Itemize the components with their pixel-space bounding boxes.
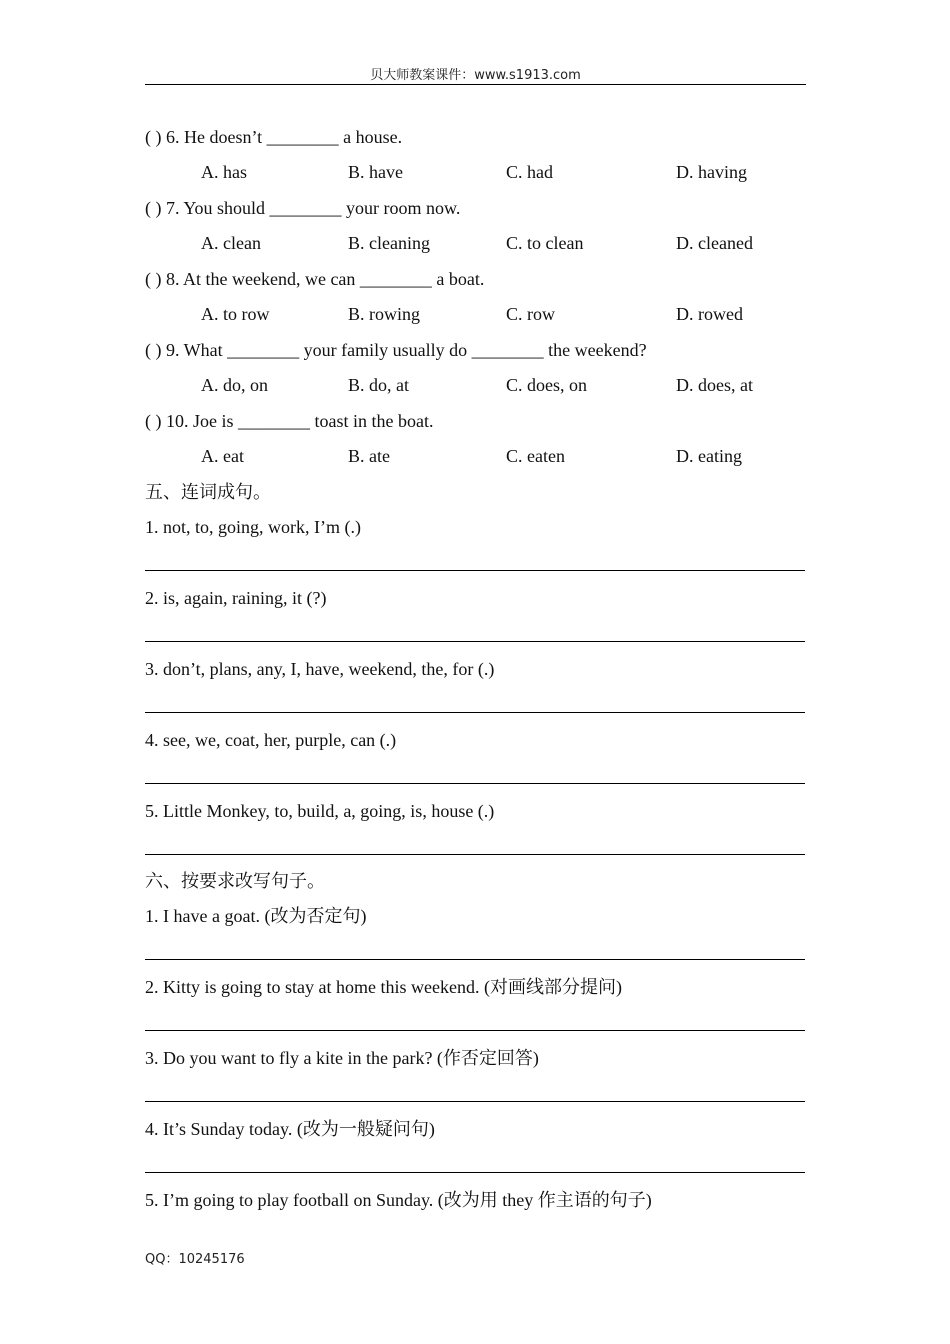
question-7-option-c: C. to clean [506, 233, 584, 253]
question-7-stem: ( ) 7. You should ________ your room now. [145, 198, 461, 218]
question-9-stem: ( ) 9. What ________ your family usually do ________ the weekend? [145, 340, 647, 360]
question-9-option-c: C. does, on [506, 375, 587, 395]
section-6-item-2: 2. Kitty is going to stay at home this weekend. (对画线部分提问) [145, 977, 622, 997]
question-6-stem: ( ) 6. He doesn’t ________ a house. [145, 127, 403, 147]
section-5-title: 五、连词成句。 [145, 482, 271, 502]
section-5-answer-line-1[interactable] [145, 570, 805, 571]
question-6-option-c: C. had [506, 162, 553, 182]
section-6-item-5: 5. I’m going to play football on Sunday. (改为用 they 作主语的句子) [145, 1190, 652, 1210]
question-6-option-d: D. having [676, 162, 747, 182]
section-5-item-5: 5. Little Monkey, to, build, a, going, is, house (.) [145, 801, 495, 821]
section-5-answer-line-2[interactable] [145, 641, 805, 642]
question-10-option-c: C. eaten [506, 446, 565, 466]
section-6-answer-line-1[interactable] [145, 959, 805, 960]
question-6-option-a: A. has [201, 162, 247, 182]
question-10-option-b: B. ate [348, 446, 390, 466]
header-rule [145, 84, 806, 85]
question-9-option-a: A. do, on [201, 375, 268, 395]
section-5-answer-line-5[interactable] [145, 854, 805, 855]
page-footer: QQ：10245176 [145, 1252, 245, 1267]
section-6-answer-line-4[interactable] [145, 1172, 805, 1173]
section-6-title: 六、按要求改写句子。 [145, 871, 325, 891]
question-8-stem: ( ) 8. At the weekend, we can ________ a boat. [145, 269, 485, 289]
question-8-option-d: D. rowed [676, 304, 743, 324]
section-5-item-4: 4. see, we, coat, her, purple, can (.) [145, 730, 397, 750]
section-5-item-3: 3. don’t, plans, any, I, have, weekend, the, for (.) [145, 659, 495, 679]
question-8-option-c: C. row [506, 304, 555, 324]
section-6-item-3: 3. Do you want to fly a kite in the park? (作否定回答) [145, 1048, 539, 1068]
page-header: 贝大师教案课件：www.s1913.com [370, 68, 581, 83]
question-9-option-d: D. does, at [676, 375, 753, 395]
section-6-answer-line-2[interactable] [145, 1030, 805, 1031]
question-9-option-b: B. do, at [348, 375, 409, 395]
section-5-answer-line-3[interactable] [145, 712, 805, 713]
question-7-option-b: B. cleaning [348, 233, 430, 253]
question-10-stem: ( ) 10. Joe is ________ toast in the boat. [145, 411, 434, 431]
question-7-option-d: D. cleaned [676, 233, 753, 253]
question-8-option-b: B. rowing [348, 304, 420, 324]
question-10-option-a: A. eat [201, 446, 244, 466]
section-6-item-1: 1. I have a goat. (改为否定句) [145, 906, 367, 926]
section-6-item-4: 4. It’s Sunday today. (改为一般疑问句) [145, 1119, 435, 1139]
section-6-answer-line-3[interactable] [145, 1101, 805, 1102]
question-8-option-a: A. to row [201, 304, 270, 324]
section-5-item-2: 2. is, again, raining, it (?) [145, 588, 327, 608]
section-5-item-1: 1. not, to, going, work, I’m (.) [145, 517, 361, 537]
question-7-option-a: A. clean [201, 233, 261, 253]
question-6-option-b: B. have [348, 162, 403, 182]
question-10-option-d: D. eating [676, 446, 742, 466]
section-5-answer-line-4[interactable] [145, 783, 805, 784]
